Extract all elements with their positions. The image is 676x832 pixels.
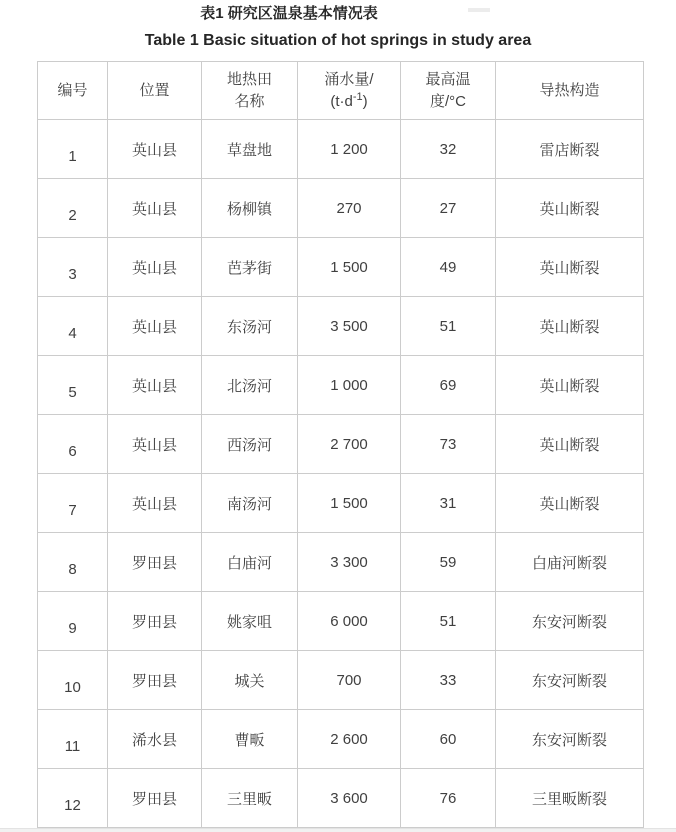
table-row (38, 651, 644, 710)
cell-field-name: 杨柳镇 (202, 179, 298, 238)
header-location (108, 62, 202, 120)
cell-id: 10 (38, 651, 108, 710)
table-header (38, 62, 644, 120)
cell-id: 11 (38, 710, 108, 769)
cell-structure: 雷店断裂 (496, 120, 644, 179)
cell-water-flow: 1 500 (298, 238, 401, 297)
table-row (38, 415, 644, 474)
cell-max-temp: 51 (401, 592, 496, 651)
cell-structure: 东安河断裂 (496, 651, 644, 710)
cell-field-name: 姚家咀 (202, 592, 298, 651)
header-id (38, 62, 108, 120)
cell-field-name: 三里畈 (202, 769, 298, 828)
cell-id: 6 (38, 415, 108, 474)
table-row (38, 592, 644, 651)
cell-id: 9 (38, 592, 108, 651)
cell-water-flow: 3 600 (298, 769, 401, 828)
table-row (38, 769, 644, 828)
cell-location: 罗田县 (108, 533, 202, 592)
cell-field-name: 城关 (202, 651, 298, 710)
cell-id: 2 (38, 179, 108, 238)
cell-location: 英山县 (108, 120, 202, 179)
cell-max-temp: 76 (401, 769, 496, 828)
hot-springs-table (37, 61, 644, 828)
cell-field-name: 芭茅街 (202, 238, 298, 297)
header-field-line2: 名称 (234, 92, 265, 110)
cell-structure: 英山断裂 (496, 238, 644, 297)
cell-water-flow: 1 000 (298, 356, 401, 415)
cell-water-flow: 2 700 (298, 415, 401, 474)
cell-max-temp: 51 (401, 297, 496, 356)
flow-unit-suffix: ) (362, 92, 368, 110)
cell-field-name: 曹畈 (202, 710, 298, 769)
cell-field-name: 南汤河 (202, 474, 298, 533)
cell-structure: 三里畈断裂 (496, 769, 644, 828)
cell-structure: 英山断裂 (496, 356, 644, 415)
cell-location: 英山县 (108, 415, 202, 474)
cell-id: 4 (38, 297, 108, 356)
cell-location: 英山县 (108, 356, 202, 415)
cell-location: 英山县 (108, 238, 202, 297)
cell-location: 英山县 (108, 297, 202, 356)
cell-structure: 东安河断裂 (496, 710, 644, 769)
table-row (38, 533, 644, 592)
cell-max-temp: 60 (401, 710, 496, 769)
cell-structure: 英山断裂 (496, 297, 644, 356)
page-bottom-strip (0, 828, 676, 832)
table-row (38, 710, 644, 769)
cell-location: 罗田县 (108, 592, 202, 651)
table-row (38, 297, 644, 356)
header-structure-label: 导热构造 (539, 81, 600, 99)
cell-water-flow: 2 600 (298, 710, 401, 769)
cell-structure: 东安河断裂 (496, 592, 644, 651)
flow-unit-exponent: -1 (352, 90, 363, 103)
cell-location: 英山县 (108, 474, 202, 533)
flow-unit-prefix: (t·d (330, 92, 353, 110)
cell-location: 浠水县 (108, 710, 202, 769)
cell-water-flow: 1 500 (298, 474, 401, 533)
cell-water-flow: 1 200 (298, 120, 401, 179)
cell-id: 8 (38, 533, 108, 592)
cell-water-flow: 3 300 (298, 533, 401, 592)
cell-structure: 英山断裂 (496, 474, 644, 533)
cell-location: 罗田县 (108, 769, 202, 828)
cell-water-flow: 6 000 (298, 592, 401, 651)
header-temp-line1: 最高温 (425, 70, 471, 88)
header-row (38, 62, 644, 120)
table-body (38, 120, 644, 828)
header-id-label: 编号 (57, 81, 88, 99)
header-flow-unit (298, 91, 400, 113)
cell-id: 3 (38, 238, 108, 297)
table-row (38, 179, 644, 238)
cell-id: 12 (38, 769, 108, 828)
table-caption-english: Table 1 Basic situation of hot springs in study area (144, 32, 532, 49)
cell-max-temp: 32 (401, 120, 496, 179)
header-field-line1: 地热田 (226, 70, 272, 88)
document-page (0, 4, 676, 832)
table-caption-chinese: 表1 研究区温泉基本情况表 (200, 5, 378, 22)
table-row (38, 120, 644, 179)
cell-field-name: 西汤河 (202, 415, 298, 474)
cell-max-temp: 31 (401, 474, 496, 533)
header-heat-structure (496, 62, 644, 120)
header-max-temperature (401, 62, 496, 120)
cell-field-name: 白庙河 (202, 533, 298, 592)
cell-id: 1 (38, 120, 108, 179)
cell-id: 5 (38, 356, 108, 415)
cell-structure: 白庙河断裂 (496, 533, 644, 592)
cell-location: 罗田县 (108, 651, 202, 710)
cell-id: 7 (38, 474, 108, 533)
cell-max-temp: 59 (401, 533, 496, 592)
cell-max-temp: 49 (401, 238, 496, 297)
table-row (38, 238, 644, 297)
cell-structure: 英山断裂 (496, 179, 644, 238)
cell-water-flow: 3 500 (298, 297, 401, 356)
cell-field-name: 东汤河 (202, 297, 298, 356)
cell-field-name: 北汤河 (202, 356, 298, 415)
table-row (38, 474, 644, 533)
cell-max-temp: 73 (401, 415, 496, 474)
header-temp-line2: 度/°C (430, 92, 466, 110)
header-location-label: 位置 (139, 81, 170, 99)
cell-water-flow: 700 (298, 651, 401, 710)
cell-structure: 英山断裂 (496, 415, 644, 474)
header-flow-line1: 涌水量/ (324, 70, 374, 88)
table-row (38, 356, 644, 415)
cell-field-name: 草盘地 (202, 120, 298, 179)
cell-max-temp: 33 (401, 651, 496, 710)
cell-max-temp: 69 (401, 356, 496, 415)
cell-water-flow: 270 (298, 179, 401, 238)
cell-location: 英山县 (108, 179, 202, 238)
header-water-flow (298, 62, 401, 120)
header-geothermal-field (202, 62, 298, 120)
cell-max-temp: 27 (401, 179, 496, 238)
